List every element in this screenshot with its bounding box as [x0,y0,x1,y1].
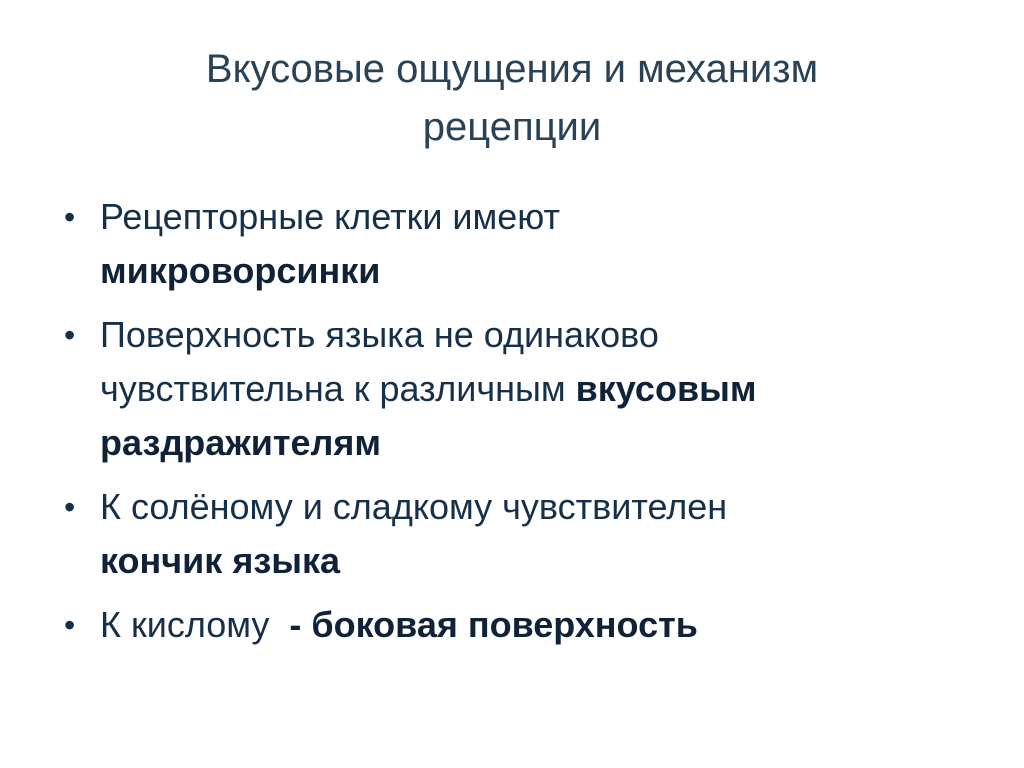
bullet-text: чувствительна к различным [100,368,576,409]
slide-title-line-1: Вкусовые ощущения и механизм [205,47,819,91]
bullet-bold-text: раздражителям [100,422,382,463]
bullet-dot-icon: • [64,199,76,235]
bullet-text: К солёному и сладкому чувствителен [100,486,728,527]
bullet-dot-icon: • [64,317,76,353]
bullet-text: Рецепторные клетки имеют [100,196,561,237]
bullet-text: К кислому [100,604,290,645]
bullet-item-4 [60,598,980,652]
bullet-text: Поверхность языка не одинаково [100,314,659,355]
bullet-bold-text: кончик языка [100,540,341,581]
bullet-bold-text: - боковая поверхность [289,604,698,645]
bullet-dot-icon: • [64,607,76,643]
bullet-list [60,190,980,662]
slide-title [112,40,912,156]
slide-title-line-2: рецепции [422,105,602,149]
bullet-item-3 [60,480,980,588]
bullet-item-2 [60,308,980,470]
bullet-bold-text: микроворсинки [100,250,381,291]
bullet-bold-text: вкусовым [575,368,757,409]
bullet-item-1 [60,190,980,298]
bullet-dot-icon: • [64,489,76,525]
